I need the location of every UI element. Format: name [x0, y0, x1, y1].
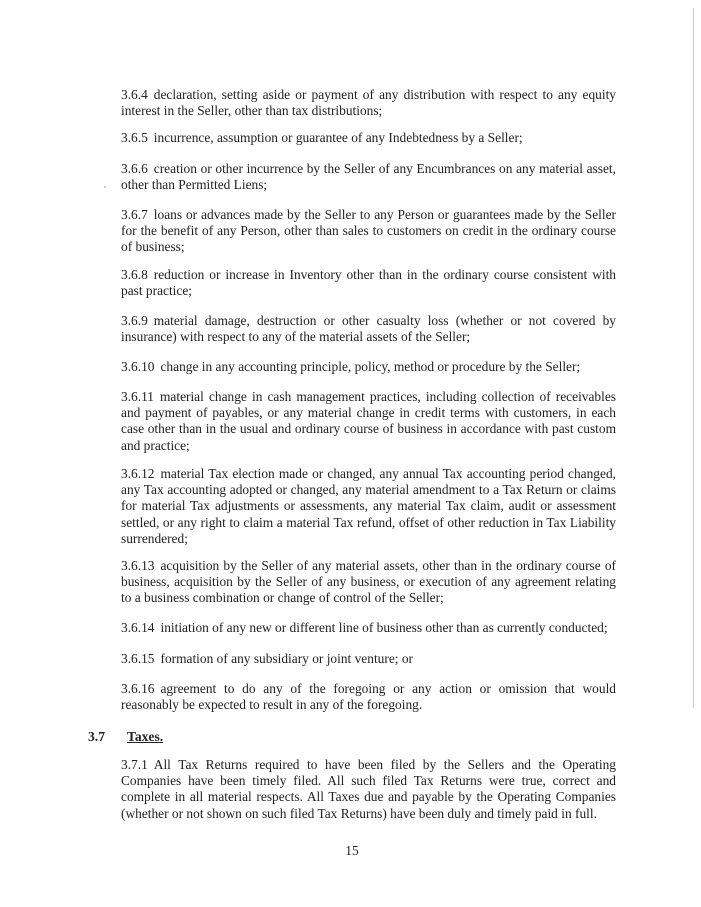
- clause-3-6-4: [121, 87, 616, 119]
- clause-number: 3.6.9: [121, 313, 148, 328]
- clause-text: initiation of any new or different line of business other than as currently conducted;: [160, 620, 608, 635]
- clause-3-6-6: [121, 161, 616, 193]
- clause-number: 3.6.15: [121, 651, 155, 666]
- clause-number: 3.6.6: [121, 161, 148, 176]
- clause-3-6-8: [121, 267, 616, 299]
- clause-text: loans or advances made by the Seller to any Person or guarantees made by the Seller for the benefit of any Person, other than sales to customers on credit in the ordinary course of business;: [121, 207, 616, 255]
- clause-number: 3.6.4: [121, 87, 148, 102]
- clause-text: material change in cash management practices, including collection of receivables and payment of payables, or any material change in credit terms with customers, in each case other than in the usual and ordinary course of business in accordance with past custom and practice;: [121, 389, 616, 453]
- clause-3-6-11: [121, 389, 616, 454]
- clause-text: All Tax Returns required to have been filed by the Sellers and the Operating Companies have been timely filed. All such filed Tax Returns were true, correct and complete in all material respects. All Taxes due and payable by the Operating Companies (whether or not shown on such filed Tax Returns) have been duly and timely paid in full.: [121, 757, 616, 821]
- clause-number: 3.6.10: [121, 359, 155, 374]
- clause-3-6-16: [121, 681, 616, 713]
- clause-text: material Tax election made or changed, any annual Tax accounting period changed, any Tax accounting adopted or changed, any material amendment to a Tax Return or claims for material Tax adjustments or assessments, any material Tax claim, audit or assessment settled, or any right to claim a material Tax refund, offset of other reduction in Tax Liability surrendered;: [121, 466, 616, 546]
- clause-3-6-15: [121, 651, 616, 667]
- section-number: 3.7: [88, 729, 105, 744]
- clause-number: 3.6.7: [121, 207, 148, 222]
- clause-number: 3.6.11: [121, 389, 154, 404]
- clause-text: material damage, destruction or other casualty loss (whether or not covered by insurance) with respect to any of the material assets of the Seller;: [121, 313, 616, 345]
- clause-text: formation of any subsidiary or joint venture; or: [160, 651, 413, 666]
- clause-3-6-10: [121, 359, 616, 375]
- clause-3-6-13: [121, 558, 616, 607]
- clause-text: acquisition by the Seller of any material assets, other than in the ordinary course of business, acquisition by the Seller of any business, or execution of any agreement relating to a business combination or change of control of the Seller;: [121, 558, 616, 606]
- clause-text: change in any accounting principle, policy, method or procedure by the Seller;: [160, 359, 581, 374]
- clause-3-6-7: [121, 207, 616, 256]
- clause-text: creation or other incurrence by the Seller of any Encumbrances on any material asset, other than Permitted Liens;: [121, 161, 616, 193]
- clause-number: 3.6.12: [121, 466, 155, 481]
- clause-number: 3.6.13: [121, 558, 155, 573]
- clause-3-6-5: [121, 130, 616, 146]
- clause-number: 3.6.16: [121, 681, 155, 696]
- clause-number: 3.6.14: [121, 620, 155, 635]
- clause-number: 3.6.8: [121, 267, 148, 282]
- clause-text: reduction or increase in Inventory other than in the ordinary course consistent with past practice;: [121, 267, 616, 299]
- clause-number: 3.7.1: [121, 757, 148, 772]
- clause-3-6-14: [121, 620, 616, 636]
- section-title: Taxes.: [127, 729, 164, 744]
- clause-text: agreement to do any of the foregoing or any action or omission that would reasonably be expected to result in any of the foregoing.: [121, 681, 616, 713]
- scan-speck: [104, 186, 106, 188]
- clause-3-6-9: [121, 313, 616, 345]
- clause-3-6-12: [121, 466, 616, 547]
- clause-text: declaration, setting aside or payment of any distribution with respect to any equity interest in the Seller, other than tax distributions;: [121, 87, 616, 119]
- page-number: 15: [345, 843, 359, 858]
- scan-edge-line: [693, 8, 694, 708]
- clause-3-7-1: [121, 757, 616, 822]
- clause-number: 3.6.5: [121, 130, 148, 145]
- clause-text: incurrence, assumption or guarantee of any Indebtedness by a Seller;: [153, 130, 523, 145]
